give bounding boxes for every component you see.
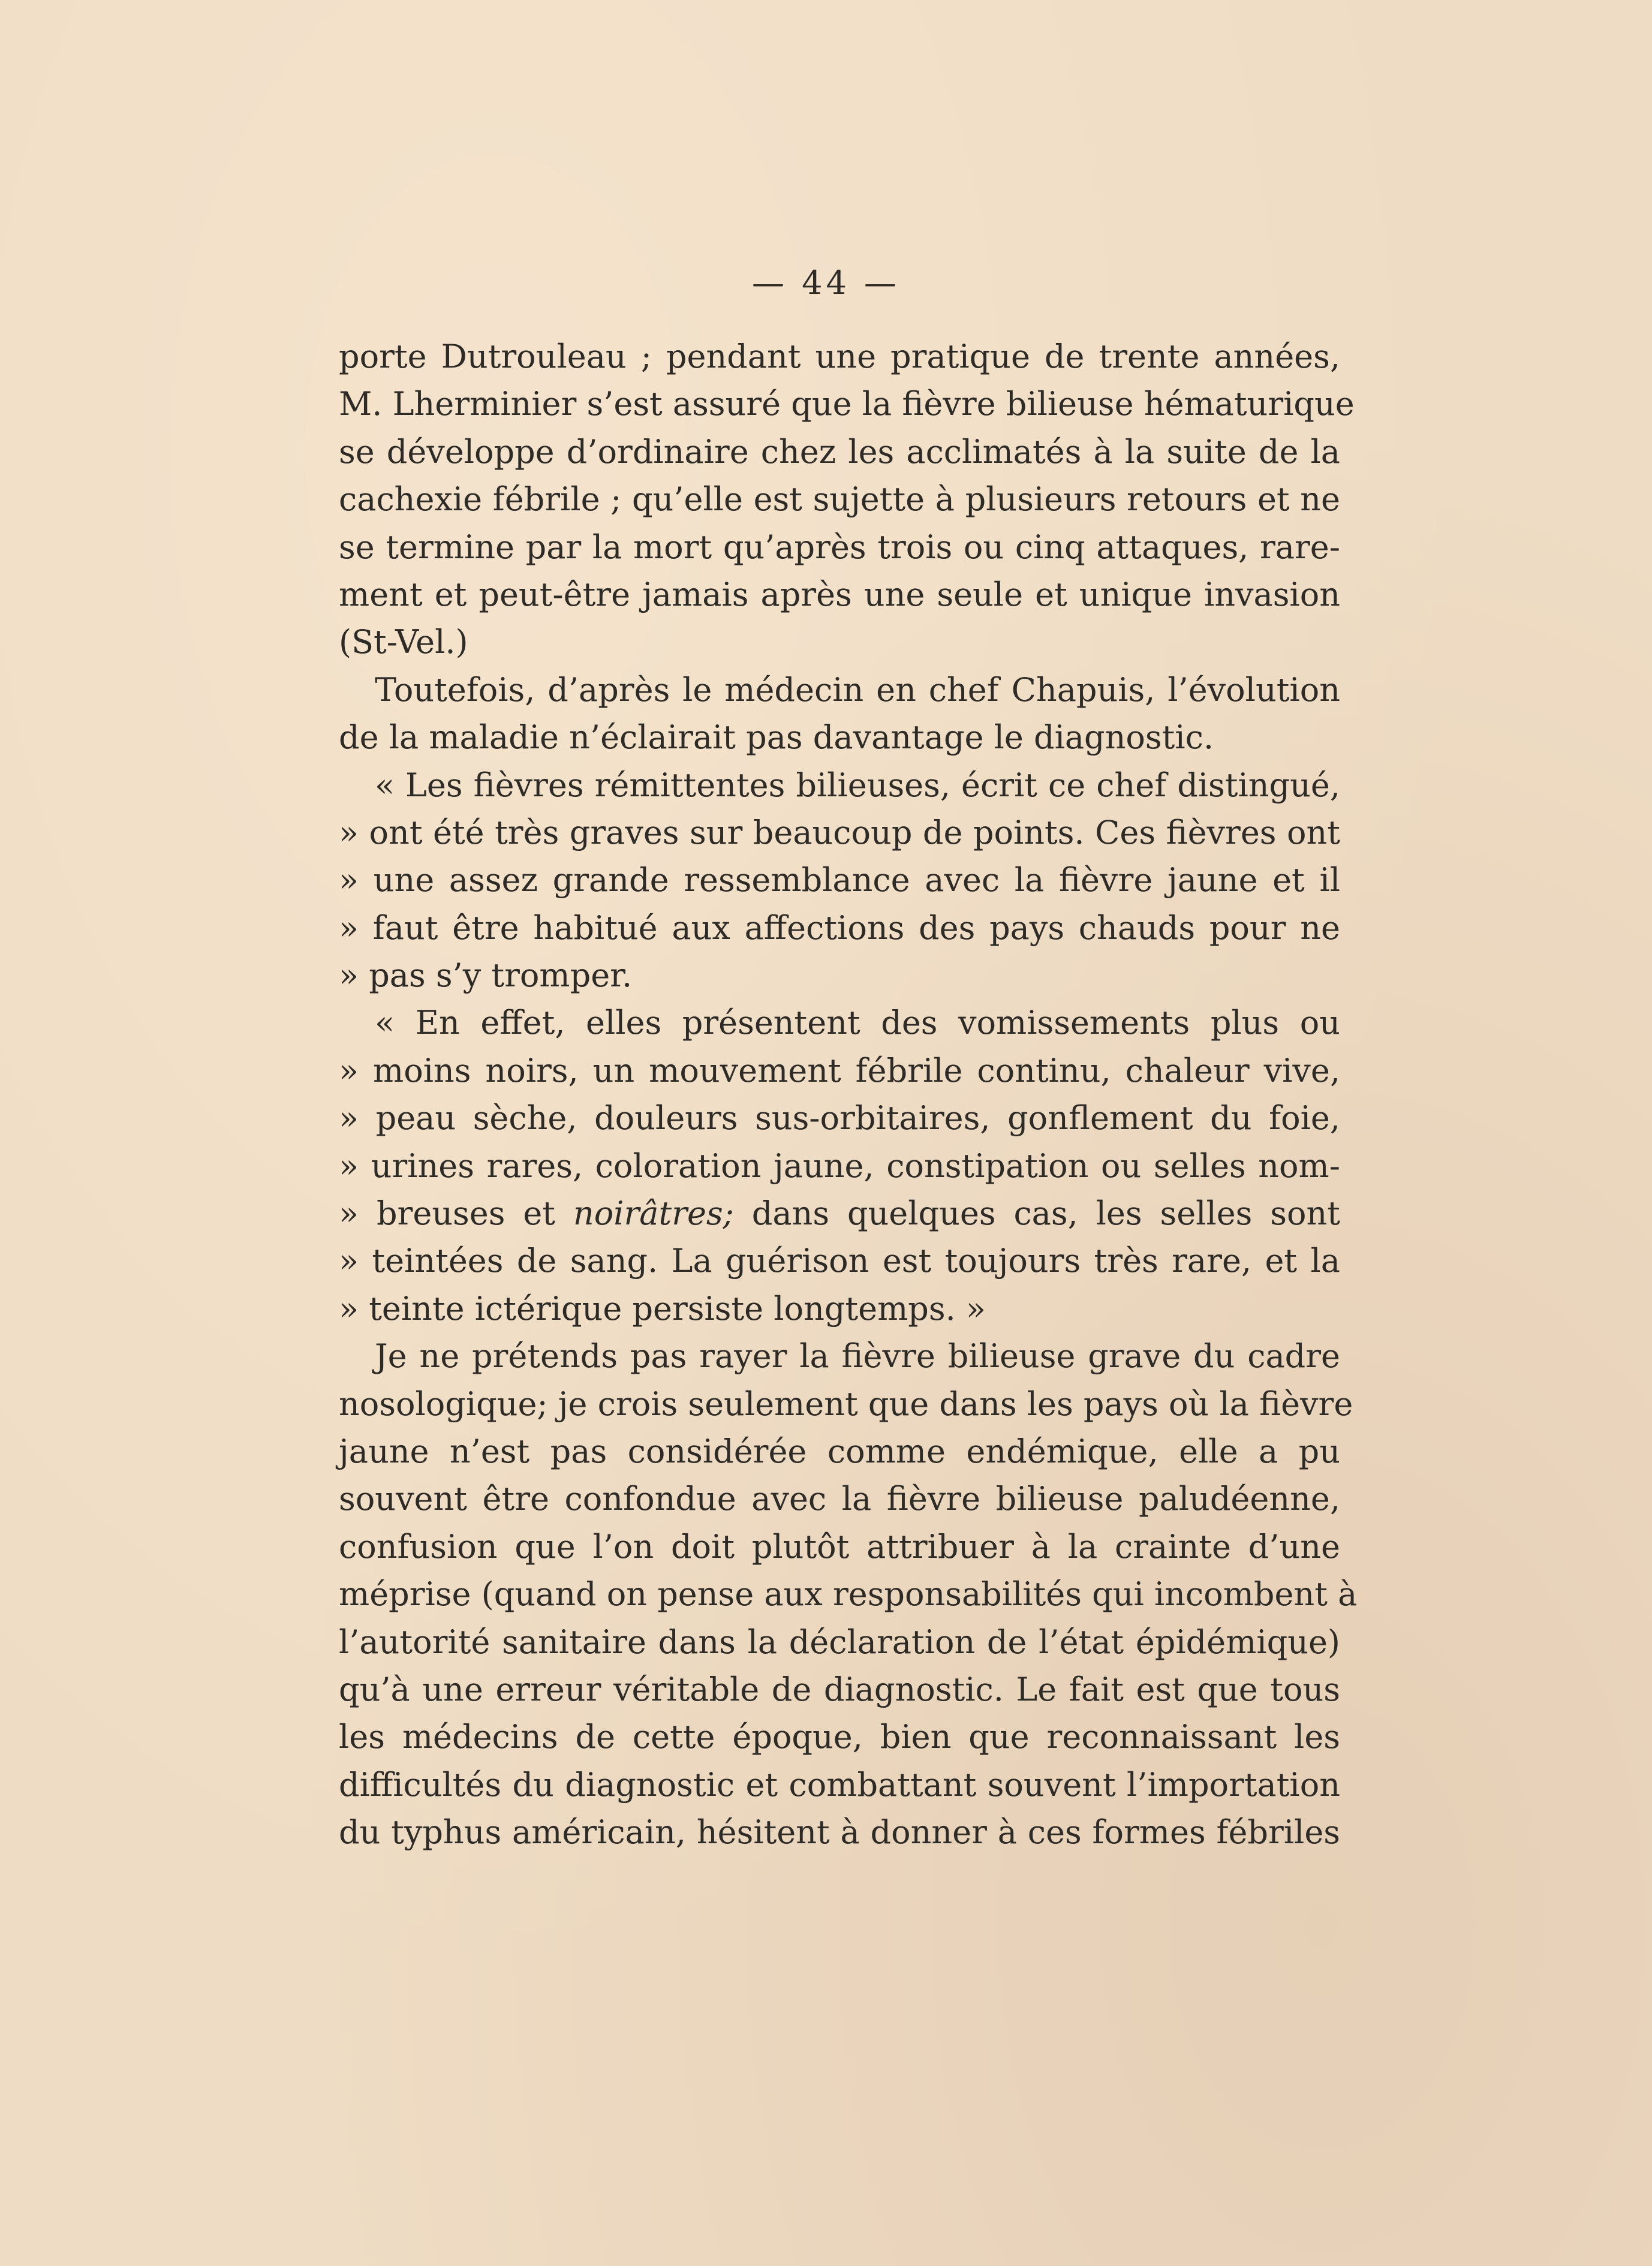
text-line: » faut être habitué aux affections des pays chauds pour ne [339,908,1340,947]
page-number: — 44 — [751,264,901,302]
text-line: « En effet, elles présentent des vomissements plus ou [375,1004,1340,1042]
text-line: Je ne prétends pas rayer la fièvre bilieuse grave du cadre [375,1337,1340,1376]
text-line: » teinte ictérique persiste longtemps. » [339,1289,986,1328]
text-segment: dans quelques cas, les selles sont [733,1194,1340,1233]
text-line: méprise (quand on pense aux responsabilités qui incombent à [339,1575,1358,1614]
text-line: confusion que l’on doit plutôt attribuer à la crainte d’une [339,1527,1340,1566]
text-line: cachexie fébrile ; qu’elle est sujette à plusieurs retours et ne [339,480,1340,519]
text-line: difficultés du diagnostic et combattant souvent l’importation [339,1765,1340,1804]
text-line: » pas s’y tromper. [339,956,633,995]
text-line: porte Dutrouleau ; pendant une pratique de trente années, [339,338,1340,375]
text-line: du typhus américain, hésitent à donner à ces formes fébriles [339,1813,1340,1852]
text-line: les médecins de cette époque, bien que reconnaissant les [339,1718,1340,1756]
text-line: de la maladie n’éclairait pas davantage le diagnostic. [339,718,1214,757]
text-line: se développe d’ordinaire chez les acclimatés à la suite de la [339,432,1340,471]
text-line: (St-Vel.) [339,623,468,661]
text-line: Toutefois, d’après le médecin en chef Chapuis, l’évolution [375,670,1340,709]
italic-word: noirâtres; [573,1194,734,1233]
text-line: jaune n’est pas considérée comme endémique, elle a pu [339,1432,1340,1470]
text-line: l’autorité sanitaire dans la déclaration de l’état épidémique) [339,1623,1340,1661]
text-line: » urines rares, coloration jaune, constipation ou selles nom- [339,1146,1340,1185]
text-line: « Les fièvres rémittentes bilieuses, écrit ce chef distingué, [375,766,1340,804]
text-line: qu’à une erreur véritable de diagnostic. Le fait est que tous [339,1670,1340,1708]
body-text [339,333,1358,1856]
text-line: » teintées de sang. La guérison est toujours très rare, et la [339,1242,1340,1280]
text-line: nosologique; je crois seulement que dans les pays où la fièvre [339,1385,1353,1423]
text-line: se termine par la mort qu’après trois ou cinq attaques, rare- [339,528,1340,566]
text-segment: » breuses et [339,1194,573,1233]
text-line: » peau sèche, douleurs sus-orbitaires, gonflement du foie, [339,1099,1340,1137]
text-line: » ont été très graves sur beaucoup de points. Ces fièvres ont [339,813,1340,851]
text-line: » moins noirs, un mouvement fébrile continu, chaleur vive, [339,1051,1340,1090]
text-line: M. Lherminier s’est assuré que la fièvre bilieuse hématurique [339,385,1355,423]
text-line: ment et peut-être jamais après une seule et unique invasion [339,575,1340,613]
text-line: souvent être confondue avec la fièvre bilieuse paludéenne, [339,1480,1340,1518]
text-line: » une assez grande ressemblance avec la fièvre jaune et il [339,861,1340,899]
text-line-with-italic [339,1190,1340,1237]
